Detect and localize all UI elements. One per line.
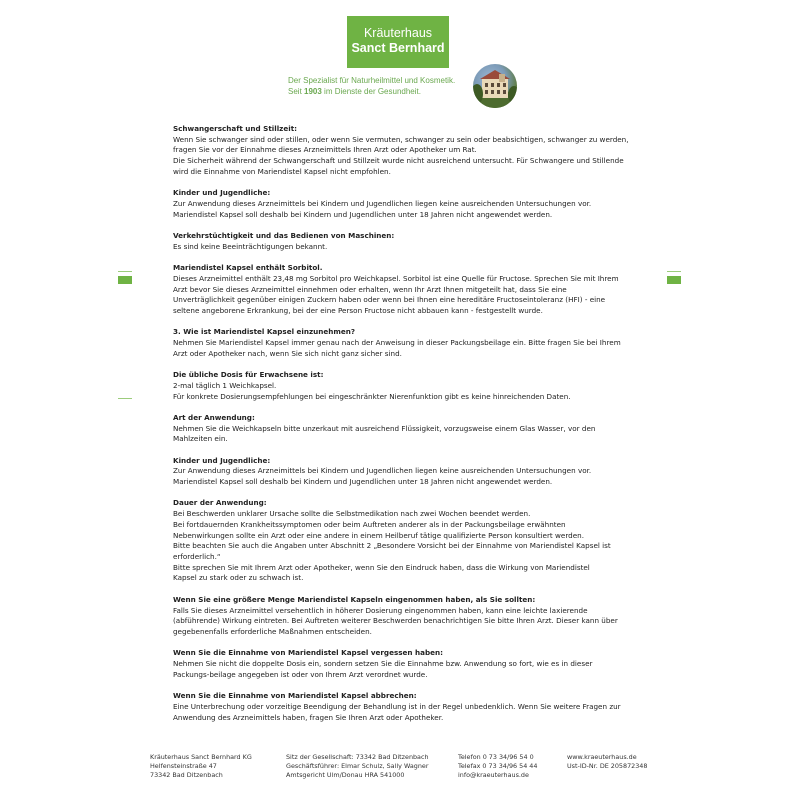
section-text: Nehmen Sie Mariendistel Kapsel immer genau nach der Anweisung in dieser Packungsbeilage ein. Bitte fragen Sie bei Ihrem Arzt oder Apotheker nach, wenn Sie sich nicht ganz sicher sind.: [173, 338, 621, 358]
section-stopping: [173, 691, 633, 723]
section-text: Bei Beschwerden unklarer Ursache sollte die Selbstmedikation nach zwei Wochen beendet werden. Bei fortdauernden Krankheitssymptomen oder beim Auftreten anderer als in der Packungsbeilage erwähnten Nebenwirkungen sollte ein Arzt oder eine andere in einem Heilberuf tätige qualifizierte Person konsultiert werden. Bitte beachten Sie auch die Angaben unter Abschnitt 2 „Besondere Vorsicht bei der Einnahme von Mariendistel Kapsel ist erforderlich.“ Bitte sprechen Sie mit Ihrem Arzt oder Apotheker, wenn Sie den Eindruck haben, dass die Wirkung von Mariendistel Kapsel zu stark oder zu schwach ist.: [173, 509, 611, 583]
section-duration: [173, 498, 633, 584]
section-sorbitol: [173, 263, 633, 317]
section-heading: Art der Anwendung:: [173, 412, 255, 422]
section-text: Falls Sie dieses Arzneimittel versehentlich in höherer Dosierung eingenommen haben, kann eine leichte laxierende (abführende) Wirkung eintreten. Bei Auftreten weiterer Beschwerden benachrichtigen Sie bitte Ihren Arzt. Dieser kann über gegebenenfalls erforderliche Maßnahmen entscheiden.: [173, 605, 618, 636]
section-text: Nehmen Sie die Weichkapseln bitte unzerkaut mit ausreichend Flüssigkeit, vorzugsweise einem Glas Wasser, vor den Mahlzeiten ein.: [173, 423, 596, 444]
section-text: Es sind keine Beeinträchtigungen bekannt.: [173, 241, 328, 251]
section-administration: [173, 413, 633, 445]
brand-tagline: [288, 75, 468, 97]
section-driving: [173, 231, 633, 252]
section-heading: Kinder und Jugendliche:: [173, 188, 271, 198]
document-body: [173, 124, 633, 734]
footer-web-vat: www.kraeuterhaus.de Ust-ID-Nr. DE 205872348: [567, 753, 648, 770]
right-margin-line-top: [667, 271, 681, 272]
footer-company-address: Kräuterhaus Sanct Bernhard KG Helfensteinstraße 47 73342 Bad Ditzenbach: [150, 753, 252, 779]
left-margin-line-bottom: [118, 398, 132, 399]
section-heading: Mariendistel Kapsel enthält Sorbitol.: [173, 263, 323, 273]
section-dose: [173, 370, 633, 402]
section-heading: Schwangerschaft und Stillzeit:: [173, 124, 298, 133]
section-heading: 3. Wie ist Mariendistel Kapsel einzunehmen?: [173, 327, 356, 337]
logo-line1: Kräuterhaus: [363, 26, 433, 40]
section-heading: Wenn Sie die Einnahme von Mariendistel Kapsel vergessen haben:: [173, 648, 443, 658]
section-overdose: [173, 595, 633, 638]
section-how-to-take: [173, 327, 633, 359]
section-missed-dose: [173, 648, 633, 680]
section-text: Wenn Sie schwanger sind oder stillen, oder wenn Sie vermuten, schwanger zu sein oder beabsichtigen, schwanger zu werden, fragen Sie vor der Einnahme dieses Arzneimittels Ihren Arzt oder Apotheker um Rat. Die Sicherheit während der Schwangerschaft und Stillzeit wurde nicht ausreichend untersucht. Für Schwangere und Stillende wird die Einnahme von Mariendistel Kapsel nicht empfohlen.: [173, 134, 629, 176]
tagline-line2: Seit 1903 im Dienste der Gesundheit.: [288, 87, 421, 96]
section-text: Zur Anwendung dieses Arzneimittels bei Kindern und Jugendlichen liegen keine ausreichenden Untersuchungen vor. Mariendistel Kapsel soll deshalb bei Kindern und Jugendlichen unter 18 Jahren nicht angewendet werden.: [173, 466, 592, 487]
section-children-2: [173, 456, 633, 488]
right-margin-mark: [667, 276, 681, 284]
section-heading: Wenn Sie die Einnahme von Mariendistel Kapsel abbrechen:: [173, 691, 417, 701]
section-text: Nehmen Sie nicht die doppelte Dosis ein, sondern setzen Sie die Einnahme bzw. Anwendung so fort, wie es in dieser Packungs-beilage angegeben ist oder von Ihrem Arzt verordnet wurde.: [173, 659, 593, 679]
section-heading: Kinder und Jugendliche:: [173, 455, 271, 465]
section-heading: Dauer der Anwendung:: [173, 498, 267, 508]
section-heading: Wenn Sie eine größere Menge Mariendistel Kapseln eingenommen haben, als Sie sollten:: [173, 594, 536, 604]
section-text: Eine Unterbrechung oder vorzeitige Beendigung der Behandlung ist in der Regel unbedenklich. Wenn Sie weitere Fragen zur Anwendung des Arzneimittels haben, fragen Sie Ihren Arzt oder Apotheker.: [173, 701, 621, 722]
section-children: [173, 188, 633, 220]
section-text: Dieses Arzneimittel enthält 23,48 mg Sorbitol pro Weichkapsel. Sorbitol ist eine Quelle für Fructose. Sprechen Sie mit Ihrem Arzt bevor Sie dieses Arzneimittel einnehmen oder erhalten, wenn Ihr Arzt Ihnen mitgeteilt hat, dass Sie eine Unverträglichkeit gegenüber einigen Zuckern haben oder wenn bei Ihnen eine hereditäre Fructoseintoleranz (HFI) - eine seltene angeborene Erkrankung, bei der eine Person Fructose nicht abbauen kann - festgestellt wurde.: [173, 273, 619, 315]
tagline-line1: Der Spezialist für Naturheilmittel und Kosmetik.: [288, 76, 456, 85]
footer-contact: Telefon 0 73 34/96 54 0 Telefax 0 73 34/96 54 44 info@kraeuterhaus.de: [458, 753, 538, 779]
section-text: 2-mal täglich 1 Weichkapsel. Für konkrete Dosierungsempfehlungen bei eingeschränkter Nierenfunktion gibt es keine hinreichenden Daten.: [173, 380, 571, 401]
left-margin-mark: [118, 276, 132, 284]
tagline-year: 1903: [304, 87, 322, 96]
section-heading: Die übliche Dosis für Erwachsene ist:: [173, 370, 324, 380]
section-heading: Verkehrstüchtigkeit und das Bedienen von Maschinen:: [173, 231, 395, 240]
section-text: Zur Anwendung dieses Arzneimittels bei Kindern und Jugendlichen liegen keine ausreichenden Untersuchungen vor. Mariendistel Kapsel soll deshalb bei Kindern und Jugendlichen unter 18 Jahren nicht angewendet werden.: [173, 198, 592, 219]
section-pregnancy: [173, 124, 633, 178]
logo-line2: Sanct Bernhard: [351, 41, 445, 55]
footer-legal-info: Sitz der Gesellschaft: 73342 Bad Ditzenbach Geschäftsführer: Elmar Schulz, Sally Wagner Amtsgericht Ulm/Donau HRA 541000: [286, 753, 429, 779]
building-photo: [473, 64, 517, 108]
left-margin-line-top: [118, 271, 132, 272]
brand-logo: [347, 16, 449, 68]
